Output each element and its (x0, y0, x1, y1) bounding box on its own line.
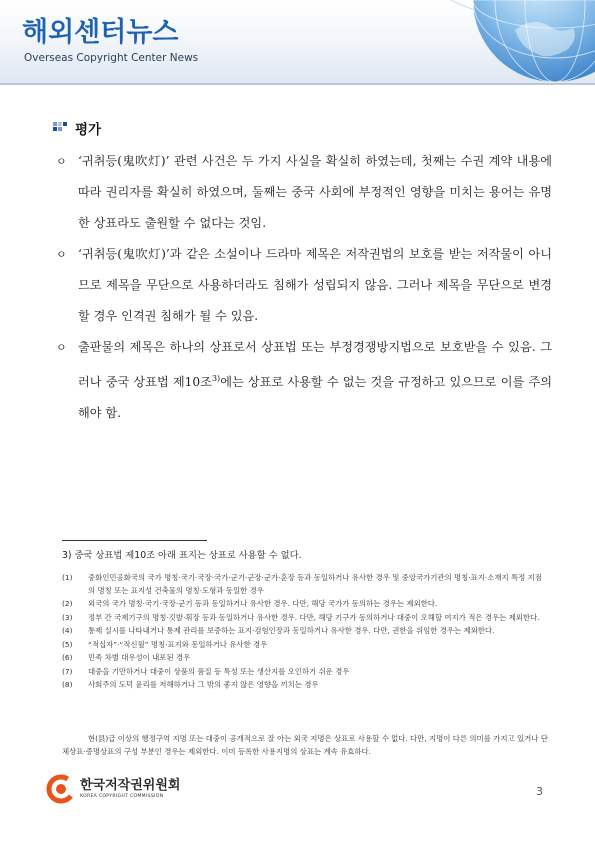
footnote-list (62, 572, 548, 693)
footnote-ref: 3) (211, 374, 221, 383)
footnote-item-text: 중화인민공화국의 국가 명칭·국기·국장·국가·군기·군장·군가·훈장 등과 동일하거나 유사한 경우 및 중앙국가기관의 명칭·표지·소재지 특정 지점의 명칭 또는 표지성 건축물의 명칭·도형과 동일한 경우 (88, 573, 542, 595)
bullet-mark: ㅇ (56, 155, 67, 168)
footnote-item (62, 652, 548, 665)
logo-korean-name: 한국저작권위원회 (80, 778, 181, 793)
bullet-mark: ㅇ (56, 341, 67, 354)
bullet-mark: ㅇ (56, 248, 67, 261)
footnote-main: 3) 중국 상표법 제10조 아래 표지는 상표로 사용할 수 없다. (62, 550, 302, 561)
footnote-item-text: 대중을 기만하거나 대중이 상품의 품질 등 특성 또는 생산지를 오인하기 쉬운 경우 (88, 666, 350, 676)
footnote-item (62, 679, 548, 692)
header-divider (0, 83, 595, 85)
bullet-text: ‘귀취등(鬼吹灯)’과 같은 소설이나 드라마 제목은 저작권법의 보호를 받는 저작물이 아니므로 제목을 무단으로 사용하더라도 침해가 성립되지 않음. 그러나 제목을 무단으로 변경할 경우 인격권 침해가 될 수 있음. (78, 247, 552, 323)
footnote-item-text: 사회주의 도덕 윤리를 저해하거나 그 밖의 좋지 않은 영향을 끼치는 경우 (88, 680, 319, 689)
footnote-item-number: (8) (62, 680, 73, 689)
bullet-text-after: 에는 상표로 사용할 수 없는 것을 규정하고 있으므로 이를 주의해야 함. (78, 375, 552, 421)
footnote-item-text: 통제 실시를 나타내거나 통제 관리를 보증하는 표지·검험인장과 동일하거나 유사한 경우. 다만, 권한을 위임한 경우는 제외한다. (88, 626, 495, 635)
footer-logo-text (80, 778, 180, 800)
footnote-item (62, 598, 548, 611)
bullet-item (56, 146, 552, 239)
footnote-item (62, 572, 548, 597)
footnote-item-number: (4) (62, 626, 73, 635)
page-number: 3 (536, 785, 543, 798)
footnote-item-text: 정부 간 국제기구의 명칭·깃발·휘장 등과 동일하거나 유사한 경우. 다만, 해당 기구가 동의하거나 대중이 오해할 여지가 적은 경우는 제외한다. (88, 612, 540, 622)
square-dots-icon (53, 122, 67, 134)
footnote-item-text: 외국의 국가 명칭·국기·국장·군기 등과 동일하거나 유사한 경우. 다만, 해당 국가가 동의하는 경우는 제외한다. (88, 599, 438, 608)
header-subtitle: Overseas Copyright Center News (24, 52, 199, 64)
footnote-note: 현(县)급 이상의 행정구역 지명 또는 대중이 공개적으로 잘 아는 외국 지명은 상표로 사용할 수 없다. 다만, 지명이 다른 의미를 가지고 있거나 단체상표·증명상표의 구성 부분인 경우는 제외한다. 이미 등록한 사용지명의 상표는 계속 유효하다. (62, 734, 548, 756)
footnote-item-number: (3) (62, 612, 73, 622)
footnote-item-text: 민족 차별 대우성이 내포된 경우 (88, 653, 191, 662)
copyright-commission-logo-icon (46, 774, 76, 804)
bullet-item (56, 239, 552, 332)
footnote-item-text: “적십자”·“적신월” 명칭·표지와 동일하거나 유사한 경우 (88, 639, 268, 649)
footnote-divider (62, 540, 207, 541)
section-title: 평가 (75, 122, 102, 138)
bullet-text: ‘귀취등(鬼吹灯)’ 관련 사건은 두 가지 사실을 확실히 하였는데, 첫째는 수권 계약 내용에 따라 권리자를 확실히 하였으며, 둘째는 중국 사회에 부정적인 영향을 미치는 용어는 유명한 상표라도 출원할 수 없다는 것임. (78, 154, 552, 230)
footnote-item (62, 625, 548, 638)
footnote-item (62, 612, 548, 625)
logo-english-name: KOREA COPYRIGHT COMMISSION (80, 794, 164, 799)
footnote-item-number: (7) (62, 666, 73, 676)
evaluation-bullets (56, 146, 552, 429)
bullet-text-before: 출판물의 제목은 하나의 상표로서 상표법 또는 부정경쟁방지법으로 보호받을 수 있음. 그러나 중국 상표법 제10조 (78, 340, 552, 390)
header-title: 해외센터뉴스 (22, 17, 179, 48)
globe-icon (405, 0, 595, 84)
footnote-item (62, 639, 548, 652)
footnote-item-number: (1) (62, 573, 73, 582)
footnote-item (62, 666, 548, 679)
section-heading (53, 118, 101, 138)
bullet-item (56, 332, 552, 429)
footnote-item-number: (5) (62, 639, 73, 649)
header-banner (0, 0, 595, 84)
footer-logo (46, 774, 180, 804)
footnote-item-number: (6) (62, 653, 73, 662)
footnote-item-number: (2) (62, 599, 73, 608)
